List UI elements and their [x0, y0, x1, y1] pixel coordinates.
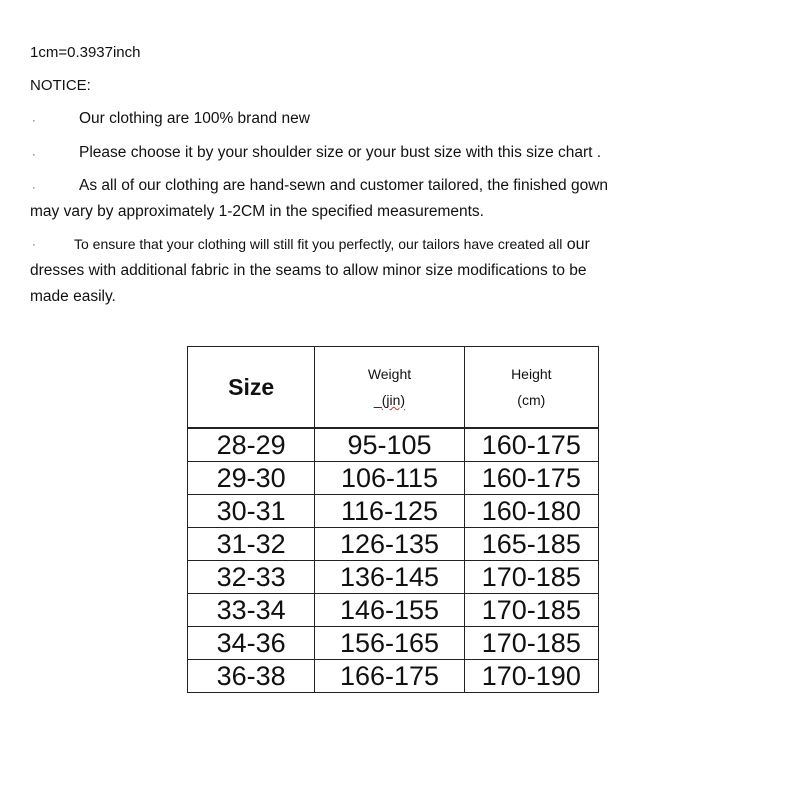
cell-size: 29-30 [188, 462, 315, 495]
cell-weight: 116-125 [315, 495, 464, 528]
cell-weight: 106-115 [315, 462, 464, 495]
notice-item-brand-new: Our clothing are 100% brand new [79, 110, 310, 127]
notice-item-hand-sewn-line1: As all of our clothing are hand-sewn and customer tailored, the finished gown [79, 177, 609, 194]
header-weight-unit-line [315, 387, 463, 413]
table-row [188, 462, 599, 495]
header-height [464, 347, 598, 429]
cell-weight: 126-135 [315, 528, 464, 561]
cell-size: 36-38 [188, 660, 315, 693]
table-row [188, 528, 599, 561]
cell-size: 33-34 [188, 594, 315, 627]
header-height-unit: (cm) [517, 392, 546, 408]
notice-title: NOTICE: [30, 77, 91, 94]
cell-size: 32-33 [188, 561, 315, 594]
header-weight-unit-prefix: _ [373, 392, 382, 408]
cell-height: 170-185 [464, 561, 598, 594]
table-row [188, 660, 599, 693]
table-header-row [188, 347, 599, 429]
table-row [188, 495, 599, 528]
cell-weight: 166-175 [315, 660, 464, 693]
header-weight-unit: (jin) [381, 392, 406, 408]
cell-height: 165-185 [464, 528, 598, 561]
bullet-dot: · [32, 182, 36, 194]
cell-weight: 136-145 [315, 561, 464, 594]
cell-size: 31-32 [188, 528, 315, 561]
bullet-dot: · [32, 115, 36, 127]
size-chart-table [187, 346, 599, 693]
header-weight [315, 347, 464, 429]
cell-height: 160-175 [464, 462, 598, 495]
notice-item-fit-line3: made easily. [30, 288, 116, 305]
table-row [188, 594, 599, 627]
cell-height: 160-180 [464, 495, 598, 528]
table-row [188, 627, 599, 660]
cell-weight: 95-105 [315, 428, 464, 462]
header-size-label: Size [228, 373, 275, 400]
unit-conversion: 1cm=0.3937inch [30, 44, 141, 61]
cell-height: 160-175 [464, 428, 598, 462]
cell-weight: 146-155 [315, 594, 464, 627]
cell-size: 28-29 [188, 428, 315, 462]
table-row [188, 428, 599, 462]
notice-item-fit-line1 [74, 236, 590, 254]
fit-line1-our: our [566, 236, 590, 253]
cell-size: 34-36 [188, 627, 315, 660]
header-height-label: Height [511, 366, 552, 382]
cell-weight: 156-165 [315, 627, 464, 660]
bullet-dot: · [32, 149, 36, 161]
notice-item-hand-sewn-line2: may vary by approximately 1-2CM in the specified measurements. [30, 203, 484, 220]
cell-height: 170-190 [464, 660, 598, 693]
table-row [188, 561, 599, 594]
bullet-dot: · [32, 239, 36, 251]
cell-size: 30-31 [188, 495, 315, 528]
header-size [188, 347, 315, 429]
cell-height: 170-185 [464, 627, 598, 660]
notice-item-choose-size: Please choose it by your shoulder size or your bust size with this size chart . [79, 144, 602, 161]
header-weight-label: Weight [367, 366, 412, 382]
fit-line1-text: To ensure that your clothing will still fit you perfectly, our tailors have created all [74, 236, 563, 252]
notice-item-fit-line2: dresses with additional fabric in the seams to allow minor size modifications to be [30, 262, 587, 279]
cell-height: 170-185 [464, 594, 598, 627]
